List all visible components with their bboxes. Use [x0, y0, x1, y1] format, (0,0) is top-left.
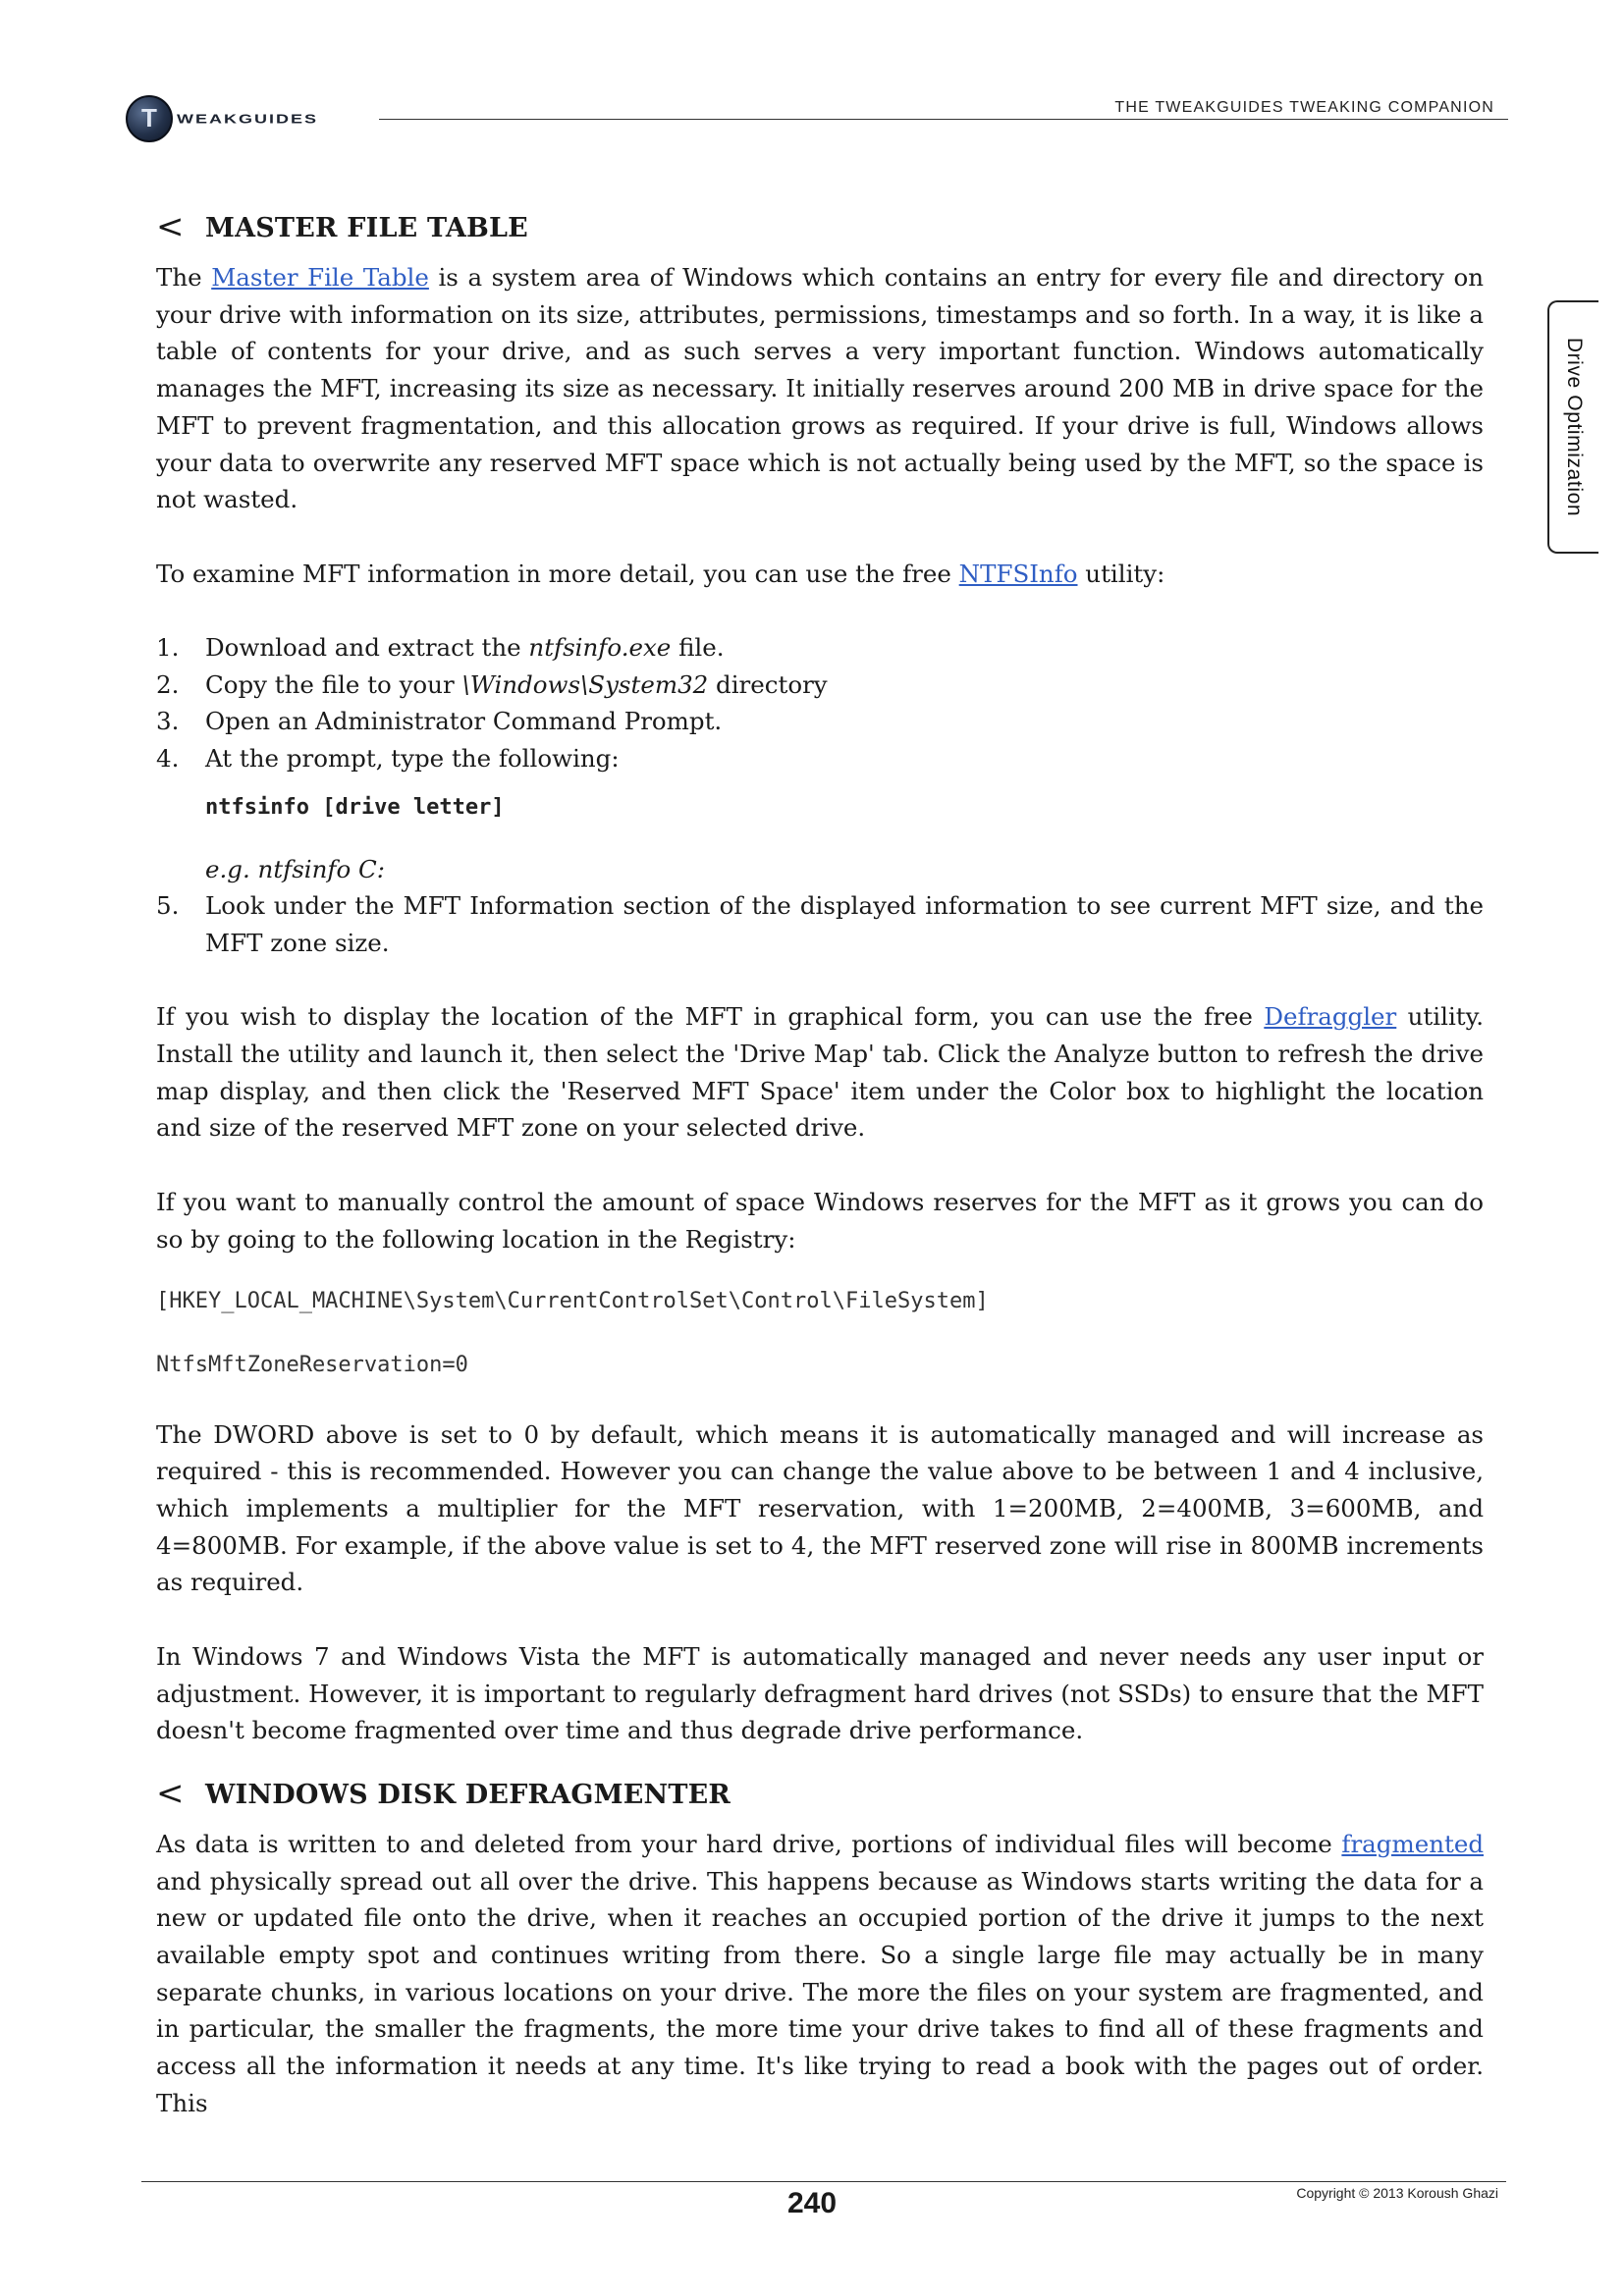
text-run: and physically spread out all over the drive. This happens because as Windows starts writing the data for a new or updated file onto the drive, when it reaches an occupied portion of the drive it jumps to the next available empty spot and continues writing from there. So a single large file may actually be in many separate chunks, in various locations on your drive. The more the files on your system are fragmented, and in particular, the smaller the fragments, the more time your drive takes to find all of these fragments and access all the information it needs at any time. It's like trying to read a book with the pages out of order. This: [156, 1866, 1484, 2117]
paragraph-dword-explanation: The DWORD above is set to 0 by default, which means it is automatically managed and will increase as required - this is recommended. However you can change the value above to be between 1 and 4 inclusive, which implements a multiplier for the MFT reservation, with 1=200MB, 2=400MB, 3=600MB, and 4=800MB. For example, if the above value is set to 4, the MFT reserved zone will rise in 800MB increments as required.: [156, 1419, 1484, 1597]
registry-key: [HKEY_LOCAL_MACHINE\System\CurrentControlSet\Control\FileSystem]: [156, 1289, 989, 1314]
tweakguides-logo: [126, 94, 318, 143]
link-fragmented[interactable]: fragmented: [1341, 1829, 1484, 1858]
text-run: file.: [671, 633, 725, 662]
section-heading-windows-disk-defragmenter: [156, 1775, 1484, 1814]
footer-divider: [141, 2181, 1506, 2182]
header-divider: [379, 119, 1508, 120]
page-number: 240: [786, 2187, 838, 2219]
text-run: directory: [708, 669, 828, 699]
text-run: To examine MFT information in more detail, you can use the free: [156, 559, 959, 588]
paragraph-fragmentation: [156, 1826, 1484, 2122]
list-item: [156, 887, 1484, 961]
text-run: The: [156, 263, 212, 292]
list-number: 4.: [156, 744, 180, 774]
page-header: [126, 94, 1508, 143]
registry-value: NtfsMftZoneReservation=0: [156, 1352, 468, 1377]
directory-path: \Windows\System32: [461, 669, 709, 699]
paragraph-registry-intro: If you want to manually control the amount of space Windows reserves for the MFT as it grows you can do so by going to the following location in the Registry:: [156, 1187, 1484, 1254]
text-run: As data is written to and deleted from your hard drive, portions of individual files will become: [156, 1829, 1342, 1858]
steps-list-continued: [156, 887, 1484, 961]
command-example: ntfsinfo [drive letter]: [205, 794, 505, 820]
list-number: 1.: [156, 633, 180, 662]
link-master-file-table[interactable]: Master File Table: [211, 263, 429, 292]
paragraph-ntfsinfo: [156, 556, 1484, 593]
text-run: Download and extract the: [205, 633, 529, 662]
list-number: 3.: [156, 707, 180, 736]
list-item: [156, 667, 1484, 704]
text-run: Copy the file to your: [205, 669, 462, 699]
steps-list: [156, 629, 1484, 777]
chapter-side-tab: [1547, 300, 1598, 554]
section-heading-master-file-table: [156, 208, 1484, 247]
list-number: 5.: [156, 891, 180, 921]
text-run: Open an Administrator Command Prompt.: [205, 707, 723, 736]
paragraph-mft-intro: [156, 259, 1484, 518]
chevron-left-icon: <: [156, 1773, 185, 1813]
text-run: Look under the MFT Information section of the displayed information to see current MFT size, and the MFT zone size.: [205, 891, 1484, 957]
text-run: utility:: [1077, 559, 1165, 588]
text-run: If you wish to display the location of the MFT in graphical form, you can use the free: [156, 1002, 1265, 1032]
section-heading-text: MASTER FILE TABLE: [205, 213, 528, 243]
link-ntfsinfo[interactable]: NTFSInfo: [958, 559, 1078, 588]
command-example-usage: e.g. ntfsinfo C:: [205, 854, 386, 883]
paragraph-defraggler: [156, 998, 1484, 1147]
list-item: [156, 629, 1484, 667]
copyright-notice: Copyright © 2013 Koroush Ghazi: [1296, 2185, 1498, 2201]
text-run: At the prompt, type the following:: [205, 744, 620, 774]
link-defraggler[interactable]: Defraggler: [1264, 1002, 1397, 1032]
logo-text: WEAKGUIDES: [177, 111, 319, 126]
list-number: 2.: [156, 669, 180, 699]
chevron-left-icon: <: [156, 207, 185, 246]
page-content: [156, 208, 1484, 2122]
paragraph-windows7-mft: In Windows 7 and Windows Vista the MFT is automatically managed and never needs any user input or adjustment. However, it is important to regularly defragment hard drives (not SSDs) to ensure that the MFT doesn't become fragmented over time and thus degrade drive performance.: [156, 1641, 1484, 1745]
header-title: THE TWEAKGUIDES TWEAKING COMPANION: [1114, 99, 1494, 116]
text-run: is a system area of Windows which contains an entry for every file and directory on your drive with information on its size, attributes, permissions, timestamps and so forth. In a way, it is like a table of contents for your drive, and as such serves a very important function. Windows automatically manages the MFT, increasing its size as necessary. It initially reserves around 200 MB in drive space for the MFT to prevent fragmentation, and this allocation grows as required. If your drive is full, Windows allows your data to overwrite any reserved MFT space which is not actually being used by the MFT, so the space is not wasted.: [156, 263, 1484, 514]
logo-emblem: [126, 95, 173, 142]
list-item: [156, 703, 1484, 740]
chapter-side-tab-label: Drive Optimization: [1563, 337, 1586, 517]
text-run: utility. Install the utility and launch it, then select the 'Drive Map' tab. Click the Analyze button to refresh the drive map display, and then click the 'Reserved MFT Space' item under the Color box to highlight the location and size of the reserved MFT zone on your selected drive.: [156, 1002, 1485, 1143]
filename: ntfsinfo.exe: [528, 633, 672, 662]
section-heading-text: WINDOWS DISK DEFRAGMENTER: [205, 1779, 731, 1810]
list-item: [156, 740, 1484, 777]
logo-letter: T: [141, 103, 157, 133]
